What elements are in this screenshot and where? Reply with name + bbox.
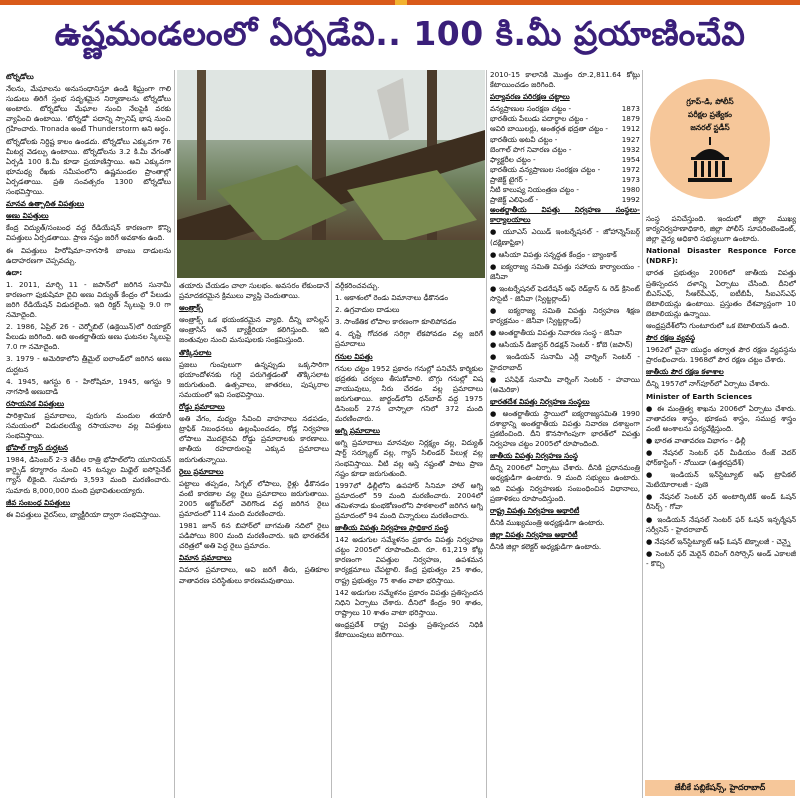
section-heading: భారతదేశ విపత్తు నిర్వహణ సంస్థలు bbox=[490, 396, 590, 406]
column-3 bbox=[335, 281, 483, 798]
paragraph: 2. 1986, ఏప్రిల్ 26 - చెర్నోబిల్ (ఉక్రెయిన్)లో రియాక్టర్ పేలుడు జరిగింది. అది అంతర్జాతీయ అణు ఘటనల స్కేలుపై 7.0 గా నమోదైంది. bbox=[6, 322, 171, 352]
paragraph: తయారు చేయడం చాలా సులభం. అవసరం లేకుండానే ప్రమాదకరమైన క్రిములు వ్యాప్తి చెందుతాయి. bbox=[179, 281, 329, 301]
paragraph: ● ఇండియన్ సునామీ ఎర్లీ వార్నింగ్ సెంటర్ - హైదరాబాద్ bbox=[490, 352, 640, 372]
headline: ఉష్ణమండలంలో ఏర్పడేవి.. 100 కి.మీ ప్రయాణించేవి bbox=[54, 13, 746, 53]
paragraph: పారిశ్రామిక ప్రమాదాలు, పురుగు మందుల తయారీ సమయంలో విడుదలయ్యే రసాయనాల వల్ల విపత్తులు సంభవిస్తాయి. bbox=[6, 410, 171, 441]
section-heading: జీవ సంబంధ విపత్తులు bbox=[6, 497, 71, 507]
paragraph: భారత ప్రభుత్వం 2006లో జాతీయ విపత్తు ప్రతిస్పందన దళాన్ని ఏర్పాటు చేసింది. దీనిలో బీఎస్‌ఎఫ్, సీఆర్‌పీఎఫ్, ఐటీబీపీ, సీఐఎస్‌ఎఫ్ బెటాలియన్లు ఉంటాయి. ప్రస్తుతం దేశవ్యాప్తంగా 10 బెటాలియన్లు ఉన్నాయి. bbox=[646, 268, 796, 318]
section-heading: గనుల విపత్తు bbox=[335, 351, 373, 361]
parliament-icon bbox=[683, 137, 737, 185]
law-name: ఫ్యాక్టరీల చట్టం - bbox=[490, 154, 536, 164]
paragraph: ● నేషనల్ ఇన్‌స్టిట్యూట్ ఆఫ్ ఓషన్ టెక్నాలజీ - చెన్నై bbox=[646, 536, 791, 546]
section-heading: రసాయనిక విపత్తులు bbox=[6, 398, 65, 408]
law-row bbox=[490, 195, 640, 205]
paragraph: 1981 జూన్ 6న బిహార్‌లో బాగమతి నదిలో రైలు పడిపోయి 800 మంది మరణించారు. ఇది భారతదేశ చరిత్రలో అతి పెద్ద రైలు ప్రమాదం. bbox=[179, 521, 329, 551]
law-name: భారతీయ పేలుడు పదార్థాల చట్టం - bbox=[490, 114, 589, 124]
law-year: 1873 bbox=[621, 104, 640, 114]
paragraph: విమాన ప్రమాదాలు, అవి జరిగే తీరు, ప్రతికూల వాతావరణ పరిస్థితులు కారణమవుతాయి. bbox=[179, 565, 329, 585]
law-name: ఆవిరి బాయిలర్లు, అంతర్గత భద్రతా చట్టం - bbox=[490, 124, 609, 134]
paragraph: అగ్ని ప్రమాదాలు మానవుల నిర్లక్ష్యం వల్ల, విద్యుత్ షార్ట్ సర్క్యూట్ వల్ల, గ్యాస్ సిలిండర్ పేలుళ్ల వల్ల సంభవిస్తాయి. వీటి వల్ల ఆస్తి నష్టంతో పాటు ప్రాణ నష్టం కూడా జరుగుతుంది. bbox=[335, 438, 483, 478]
paragraph: ● ఈ మంత్రిత్వ శాఖను 2006లో ఏర్పాటు చేశారు. వాతావరణ శాస్త్రం, భూకంప శాస్త్రం, సముద్ర శాస్త్రం వంటి అంశాలను పర్యవేక్షిస్తుంది. bbox=[646, 403, 796, 433]
column-1 bbox=[6, 70, 171, 798]
paragraph: ● యూఎస్ ఎయిడ్ ఇంటర్నేషనల్ - జోహాన్నెస్‌బర్గ్ (దక్షిణాఫ్రికా) bbox=[490, 227, 640, 247]
law-row bbox=[490, 124, 640, 134]
section-heading: Minister of Earth Sciences bbox=[646, 391, 753, 401]
paragraph: 4. దృష్టి గోచరత సరిగ్గా లేకపోవడం వల్ల జరిగే ప్రమాదాలు bbox=[335, 329, 483, 349]
section-heading: ఆంత్రాక్స్ bbox=[179, 303, 203, 313]
paragraph: ● సెంటర్ ఫర్ మెరైన్ లివింగ్ రిసోర్సెస్ అండ్ ఎకాలజీ - కొచ్చి bbox=[646, 548, 796, 568]
section-heading: తొక్కిసలాట bbox=[179, 347, 212, 357]
paragraph: ఈ విపత్తులు వైరస్‌లు, బ్యాక్టీరియా ద్వారా సంభవిస్తాయి. bbox=[6, 509, 161, 519]
paragraph: 1997లో ఢిల్లీలోని ఉపహార్ సినిమా హాల్ అగ్ని ప్రమాదంలో 59 మంది మరణించారు. 2004లో తమిళనాడు కుంభకోణంలోని పాఠశాలలో జరిగిన అగ్ని ప్రమాదంలో 94 మంది చిన్నారులు మరణించారు. bbox=[335, 480, 483, 520]
section-heading: అగ్ని ప్రమాదాలు bbox=[335, 426, 380, 436]
law-year: 1879 bbox=[621, 114, 640, 124]
paragraph: 142 అడుగుల సమ్మేళనం ప్రకారం విపత్తు నిర్వహణ చట్టం 2005లో రూపొందింది. రూ. 61,219 కోట్ల కారణంగా విపత్తుల నిర్వహణ, ఉపశమన కార్యక్రమాలు చేపట్టాలి. కేంద్ర ప్రభుత్వం 25 శాతం, రాష్ట్ర ప్రభుత్వం 75 శాతం వాటా భరిస్తాయి. bbox=[335, 535, 483, 585]
law-row bbox=[490, 185, 640, 195]
law-name: వన్యప్రాణుల సంరక్షణ చట్టం - bbox=[490, 104, 572, 114]
emblem-line-2: పరీక్షల ప్రత్యేకం bbox=[688, 110, 732, 119]
paragraph: పట్టాలు తప్పడం, సిగ్నల్ లోపాలు, రైళ్లు ఢీకొనడం వంటి కారణాల వల్ల రైలు ప్రమాదాలు జరుగుతాయి. 2005 అక్టోబర్‌లో వెలిగొండ వద్ద జరిగిన రైలు ప్రమాదంలో 114 మంది మరణించారు. bbox=[179, 478, 329, 518]
paragraph: ● భారత వాతావరణ విభాగం - ఢిల్లీ bbox=[646, 435, 746, 445]
section-heading: విమాన ప్రమాదాలు bbox=[179, 553, 232, 563]
section-heading: జాతీయ విపత్తు నిర్వహణ ప్రాధికార సంస్థ bbox=[335, 523, 449, 533]
law-year: 1912 bbox=[621, 124, 640, 134]
law-row bbox=[490, 165, 640, 175]
section-heading: మానవ ఉత్పాదిత విపత్తులు bbox=[6, 199, 85, 209]
paragraph: నేలను, మేఘాలను అనుసంధానిస్తూ ఉండి శీఘ్రంగా గాలి సుడులు తిరిగే స్తంభ సదృశమైన నిర్మాణాలను టోర్నడోలు అంటారు. టోర్నడోలు మేఘాల నుంచి నేలపైకి వరకు వ్యాపించి ఉంటాయి. 'టోర్నడో' పదాన్ని స్పానిష్ భాష నుంచి గ్రహించారు. Tronada అంటే Thunderstorm అని అర్థం. bbox=[6, 84, 171, 134]
column-divider bbox=[486, 70, 487, 798]
top-color-bar bbox=[0, 0, 800, 5]
law-year: 1992 bbox=[621, 195, 640, 205]
column-divider bbox=[642, 70, 643, 798]
paragraph: 1984, డిసెంబర్ 2-3 తేదీల రాత్రి భోపాల్‌లోని యూనియన్ కార్బైడ్ కర్మాగారం నుంచి 45 టన్నుల మిథైల్ ఐసోసైనేట్ గ్యాస్ లీకైంది. సుమారు 3,593 మంది మరణించారు. సుమారు 8,000,000 మంది ప్రభావితులయ్యారు. bbox=[6, 455, 171, 495]
law-name: బెంగాల్ పొగ నివారణ చట్టం - bbox=[490, 144, 572, 154]
column-2 bbox=[179, 281, 329, 798]
law-row bbox=[490, 104, 640, 114]
law-year: 1972 bbox=[621, 164, 640, 174]
paragraph: గనుల చట్టం 1952 ప్రకారం గనుల్లో పనిచేసే కార్మికుల భద్రతకు చర్యలు తీసుకోవాలి. బొగ్గు గనుల్లో విష వాయువులు, నీరు చేరడం వల్ల ప్రమాదాలు జరుగుతాయి. జార్ఖండ్‌లోని ధన్‌బాద్ వద్ద 1975 డిసెంబర్ 27న చాస్నాలా గనిలో 372 మంది మరణించారు. bbox=[335, 363, 483, 424]
column-5 bbox=[646, 214, 796, 776]
paragraph: ప్రజలు గుంపులుగా ఉన్నప్పుడు ఒక్కసారిగా భయాందోళనకు గురై పరుగెత్తడంతో తొక్కిసలాట జరుగుతుంది. ఉత్సవాలు, జాతరలు, పుష్కరాల సమయంలో ఇవి సంభవిస్తాయి. bbox=[179, 359, 329, 399]
paragraph: 3. సాంకేతిక లోపాల కారణంగా కూలిపోవడం bbox=[335, 317, 457, 327]
law-year: 1973 bbox=[621, 174, 640, 184]
law-name: ప్రాజెక్ట్ టైగర్ - bbox=[490, 174, 528, 184]
paragraph: 1962లో చైనా యుద్ధం తర్వాత పౌర రక్షణ వ్యవస్థను ప్రారంభించారు. 1968లో పౌర రక్షణ చట్టం చేశారు. bbox=[646, 345, 796, 365]
law-row bbox=[490, 155, 640, 165]
paragraph: ● పసిఫిక్ సునామీ వార్నింగ్ సెంటర్ - హవాయి (అమెరికా) bbox=[490, 374, 640, 394]
paragraph: ఆంధ్రప్రదేశ్‌లోని గుంటూరులో ఒక బెటాలియన్ ఉంది. bbox=[646, 320, 790, 330]
section-heading: National Disaster Responce Force (NDRF): bbox=[646, 246, 796, 266]
section-heading: ఉదా: bbox=[6, 267, 23, 277]
paragraph: దీనికి ముఖ్యమంత్రి అధ్యక్షుడిగా ఉంటారు. bbox=[490, 517, 605, 527]
law-year: 1932 bbox=[621, 144, 640, 154]
law-row bbox=[490, 114, 640, 124]
law-name: ప్రాజెక్ట్ ఎలిఫెంట్ - bbox=[490, 195, 539, 205]
paragraph: ఆంధ్రప్రదేశ్ రాష్ట్ర విపత్తు ప్రతిస్పందన నిధికి కేటాయింపులు జరిగాయి. bbox=[335, 619, 483, 639]
paragraph: ● ఆసియన్ డిజాస్టర్ రిడక్షన్ సెంటర్ - కోబె (జపాన్) bbox=[490, 340, 633, 350]
paragraph: 1. ఆకాశంలో రెండు విమానాలు ఢీకొనడం bbox=[335, 293, 449, 303]
paragraph: ● నేషనల్ సెంటర్ ఫర్ అంటార్కిటిక్ అండ్ ఓషన్ రీసెర్చ్ - గోవా bbox=[646, 492, 796, 512]
paragraph: ఆంత్రాక్స్ ఒక భయంకరమైన వ్యాధి. దీన్ని బాసిల్లస్ ఆంత్రాసిస్ అనే బ్యాక్టీరియా కలిగిస్తుంది. ఇది జంతువుల నుంచి మనుషులకు సంక్రమిస్తుంది. bbox=[179, 315, 329, 345]
column-4 bbox=[490, 70, 640, 798]
section-heading: పౌర రక్షణ వ్యవస్థ bbox=[646, 333, 696, 343]
law-name: నీటి కాలుష్య నియంత్రణ చట్టం - bbox=[490, 185, 579, 195]
paragraph: 3. 1979 - అమెరికాలోని త్రీమైల్ ఐలాండ్‌లో జరిగిన అణు దుర్ఘటన bbox=[6, 354, 171, 374]
paragraph: 1. 2011, మార్చి 11 - జపాన్‌లో జరిగిన సునామీ కారణంగా ఫుకుషిమా దైచి అణు విద్యుత్ కేంద్రం లో పేలుడు జరిగి రేడియేషన్ విడుదలైంది. ఇది రిక్టర్ స్కేలుపై 9.0 గా నమోదైంది. bbox=[6, 279, 171, 320]
law-row bbox=[490, 175, 640, 185]
law-row bbox=[490, 145, 640, 155]
paragraph: దీన్ని 1957లో నాగ్‌పూర్‌లో ఏర్పాటు చేశారు. bbox=[646, 379, 770, 389]
section-heading: టోర్నడోలు bbox=[6, 72, 34, 81]
column-divider bbox=[331, 281, 332, 798]
allocation-note: 2010-15 కాలానికి మొత్తం రూ.2,811.64 కోట్లు కేటాయించడం జరిగింది. bbox=[490, 70, 640, 90]
paragraph: ● నేషనల్ సెంటర్ ఫర్ మీడియం రేంజ్ వెదర్ ఫోర్‌కాస్టింగ్ - నోయిడా (ఉత్తరప్రదేశ్) bbox=[646, 447, 796, 468]
section-heading: జాతీయ విపత్తు నిర్వహణ సంస్థ bbox=[490, 451, 578, 461]
paragraph: ● ఆసియా విపత్తు సన్నద్ధత కేంద్రం - బ్యాంకాక్ bbox=[490, 249, 617, 259]
law-year: 1980 bbox=[621, 185, 640, 195]
law-name: భారతీయ అటవీ చట్టం - bbox=[490, 134, 558, 144]
paragraph: వర్గీకరించవచ్చు. bbox=[335, 281, 380, 290]
paragraph: దీనికి జిల్లా కలెక్టర్ అధ్యక్షుడిగా ఉంటారు. bbox=[490, 542, 602, 552]
paragraph: ● అంతర్జాతీయ స్థాయిలో ఐక్యరాజ్యసమితి 1990 దశాబ్దాన్ని అంతర్జాతీయ విపత్తు నివారణ దశాబ్దంగా ప్రకటించింది. దీని కొనసాగింపుగా భారత్‌లో విపత్తు నిర్వహణ చట్టం 2005లో రూపొందింది. bbox=[490, 408, 640, 449]
law-name: భారతీయ వన్యప్రాణుల సంరక్షణ చట్టం - bbox=[490, 164, 601, 174]
paragraph: ● అంతర్జాతీయ విపత్తు నివారణ సంస్థ - జెనీవా bbox=[490, 328, 622, 338]
publisher-footer: జేబీకే పబ్లికేషన్స్, హైదరాబాద్ bbox=[645, 780, 795, 796]
paragraph: ● ఇండియన్ ఇన్‌స్టిట్యూట్ ఆఫ్ ట్రాపికల్ మెటియోరాలజీ - పుణె bbox=[646, 470, 796, 490]
paragraph: సంస్థ పనిచేస్తుంది. ఇందులో జిల్లా ముఖ్య కార్యనిర్వహణాధికారి, జిల్లా పోలీస్ సూపరింటెండెంట్, జిల్లా వైద్య అధికారి సభ్యులుగా ఉంటారు. bbox=[646, 214, 796, 244]
paragraph: 2. ఉగ్రవాదుల దాడులు bbox=[335, 305, 400, 315]
section-heading: అణు విపత్తులు bbox=[6, 211, 49, 221]
section-heading: రైలు ప్రమాదాలు bbox=[179, 466, 224, 476]
exam-special-emblem bbox=[645, 79, 775, 207]
paragraph: ● ఐక్యరాజ్య సమితి విపత్తు నిర్వహణ శిక్షణ కార్యక్రమం - జెనీవా (స్విట్జర్లాండ్) bbox=[490, 306, 640, 326]
law-year: 1927 bbox=[621, 134, 640, 144]
emblem-line-1: గ్రూప్-డి, పోలీస్ bbox=[686, 97, 734, 106]
section-heading: రాష్ట్ర విపత్తు నిర్వహణ అథారిటీ bbox=[490, 505, 580, 515]
laws-table-heading: పర్యావరణ పరిరక్షణ చట్టాలు bbox=[490, 92, 570, 102]
paragraph: 4. 1945, ఆగస్టు 6 - హిరోషిమా, 1945, ఆగస్టు 9 నాగసాకి అణుదాడి bbox=[6, 376, 171, 396]
paragraph: ఈ విపత్తులు హిరోషిమా-నాగసాకి బాంబు దాడులను ఉదాహరణగా చెప్పవచ్చు. bbox=[6, 245, 171, 265]
paragraph: 142 అడుగుల సమ్మేళనం ప్రకారం విపత్తు ప్రతిస్పందన నిధిని ఏర్పాటు చేశారు. దీనిలో కేంద్రం 90 శాతం, రాష్ట్రాలు 10 శాతం వాటా భరిస్తాయి. bbox=[335, 587, 483, 617]
column-divider bbox=[174, 70, 175, 798]
paragraph: ● ఇంటర్నేషనల్ ఫెడరేషన్ ఆఫ్ రెడ్‌క్రాస్ & రెడ్ క్రిసెంట్ సొసైటీ - జెనీవా (స్విట్జర్లాండ్) bbox=[490, 283, 640, 303]
paragraph: దీన్ని 2006లో ఏర్పాటు చేశారు. దీనికి ప్రధానమంత్రి అధ్యక్షుడిగా ఉంటారు. 9 మంది సభ్యులు ఉంటారు. ఇది విపత్తు నిర్వహణకు సంబంధించిన విధానాలు, ప్రణాళికలు రూపొందిస్తుంది. bbox=[490, 463, 640, 503]
fallen-tree-photo bbox=[177, 70, 485, 278]
section-heading: అంతర్జాతీయ విపత్తు నిర్వహణ సంస్థలు-కార్యాలయాలు bbox=[490, 205, 640, 225]
section-heading: జాతీయ పౌర రక్షణ కళాశాల bbox=[646, 367, 724, 377]
paragraph: అతి వేగం, మద్యం సేవించి వాహనాలు నడపడం, ట్రాఫిక్ నిబంధనలు ఉల్లంఘించడం, రోడ్ల నిర్వహణ లోపాలు మొదలైనవి రోడ్డు ప్రమాదాలకు కారణాలు. జాతీయ రహదారులపై ఎక్కువ ప్రమాదాలు జరుగుతున్నాయి. bbox=[179, 414, 329, 464]
paragraph: టోర్నడోలకు నిర్దిష్ట కాలం ఉండదు. టోర్నడోలు ఎక్కువగా 76 మీటర్ల వెడల్పు ఉంటాయి. టోర్నడోలను 3.2 కి.మీ వేగంతో ఏర్పడి 100 కి.మీ కూడా ప్రయాణిస్తాయి. అవి ఎక్కువగా భూమధ్య రేఖకు సమీపంలోని ఉష్ణమండల ప్రాంతాల్లో ఏర్పడతాయి. ప్రతి సంవత్సరం 1300 టోర్నడోలు సంభవిస్తాయి. bbox=[6, 136, 171, 197]
column-4-body bbox=[490, 205, 640, 552]
law-year: 1954 bbox=[621, 154, 640, 164]
paragraph: ● ఇండియన్ నేషనల్ సెంటర్ ఫర్ ఓషన్ ఇన్ఫర్మేషన్ సర్వీసెస్ - హైదరాబాద్ bbox=[646, 514, 796, 534]
environment-laws-table bbox=[490, 104, 640, 205]
paragraph: ● ఐక్యరాజ్య సమితి విపత్తు సహాయ కార్యాలయం - జెనీవా bbox=[490, 261, 640, 281]
section-heading: భోపాల్ గ్యాస్ దుర్ఘటన bbox=[6, 443, 68, 453]
section-heading: జిల్లా విపత్తు నిర్వహణ అథారిటీ bbox=[490, 529, 578, 539]
paragraph: కేంద్ర విద్యుత్/సంబంధ వద్ద రేడియేషన్ కారణంగా కొన్ని విపత్తులు ఏర్పడతాయి. ప్రాణ నష్టం జరిగే అవకాశం ఉంది. bbox=[6, 223, 171, 243]
law-row bbox=[490, 135, 640, 145]
section-heading: రోడ్డు ప్రమాదాలు bbox=[179, 402, 225, 412]
emblem-line-3: జనరల్ స్టడీస్ bbox=[690, 123, 730, 132]
